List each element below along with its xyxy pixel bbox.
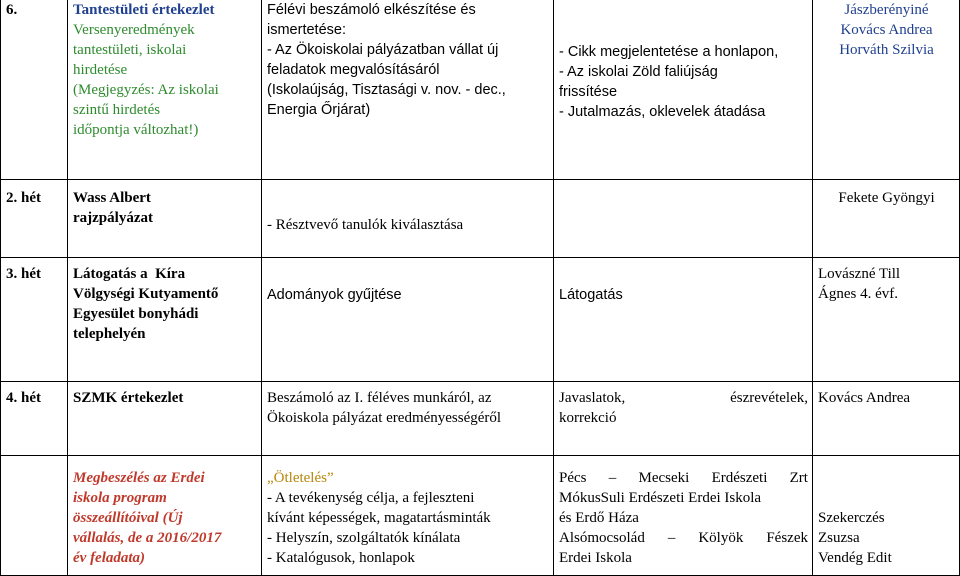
event-title: Látogatás a Kíra (73, 266, 186, 282)
event-cell (68, 456, 262, 576)
task-line: Adományok gyűjtése (267, 287, 402, 303)
task-line: - Katalógusok, honlapok (267, 550, 415, 566)
event-title: Tantestületi értekezlet (73, 2, 215, 18)
event-title: Egyesület bonyhádi (73, 306, 199, 322)
event-title: vállalás, de a 2016/2017 (73, 530, 222, 546)
responsible-cell (813, 456, 960, 576)
week-cell (1, 456, 68, 576)
task-line: (Iskolaújság, Tisztasági v. nov. - dec., (267, 82, 506, 98)
responsible-line: Szekerczés (818, 510, 885, 526)
event-title: iskola program (73, 490, 167, 506)
week-cell: 6. (1, 0, 68, 180)
table-row (1, 382, 960, 456)
action-line: Látogatás (559, 287, 623, 303)
event-cell (68, 0, 262, 180)
event-title: összeállítóival (Új (73, 510, 183, 526)
action-cell (554, 258, 813, 382)
action-line: - Jutalmazás, oklevelek átadása (559, 104, 766, 120)
responsible-line: Kovács Andrea (818, 390, 911, 406)
event-note-line: (Megjegyzés: Az iskolai (73, 82, 219, 98)
task-cell (262, 382, 554, 456)
event-title: rajzpályázat (73, 210, 153, 226)
event-title: Megbeszélés az Erdei (73, 470, 205, 486)
action-line: Erdei Iskola (559, 550, 632, 566)
event-title: Völgységi Kutyamentő (73, 286, 219, 302)
task-line: ismertetése: (267, 22, 346, 38)
action-cell (554, 0, 813, 180)
action-line: korrekció (559, 410, 617, 426)
event-title: telephelyén (73, 326, 146, 342)
task-line: Ökoiskola pályázat eredményességéről (267, 410, 502, 426)
task-line: Energia Őrjárat) (267, 102, 371, 118)
task-line: - A tevékenység célja, a fejleszteni (267, 490, 475, 506)
responsible-cell (813, 258, 960, 382)
task-cell (262, 456, 554, 576)
responsible-line: Jászberényiné (844, 2, 929, 18)
task-line: Félévi beszámoló elkészítése és (267, 2, 476, 18)
action-line: MókusSuli Erdészeti Erdei Iskola (559, 490, 762, 506)
event-title: Wass Albert (73, 190, 151, 206)
task-cell (262, 258, 554, 382)
action-line: - Cikk megjelentetése a honlapon, (559, 44, 779, 60)
responsible-cell (813, 382, 960, 456)
table-row (1, 456, 960, 576)
action-line: Pécs – Mecseki Erdészeti Zrt (559, 470, 808, 486)
task-line: - Helyszín, szolgáltatók kínálata (267, 530, 461, 546)
action-cell (554, 180, 813, 258)
action-line: és Erdő Háza (559, 510, 639, 526)
task-cell (262, 180, 554, 258)
week-cell: 4. hét (1, 382, 68, 456)
responsible-line: Fekete Gyöngyi (838, 190, 935, 206)
table-row (1, 0, 960, 180)
task-line: - Résztvevő tanulók kiválasztása (267, 216, 464, 233)
event-cell (68, 258, 262, 382)
responsible-cell (813, 0, 960, 180)
event-title: év feladata) (73, 550, 146, 566)
responsible-line: Lovászné Till (818, 266, 901, 282)
responsible-line: Ágnes 4. évf. (818, 286, 898, 302)
task-heading: „Ötletelés” (267, 470, 334, 486)
action-line: Javaslatok, észrevételek, (559, 390, 808, 406)
action-line: - Az iskolai Zöld faliújság (559, 64, 718, 80)
event-cell (68, 180, 262, 258)
event-note-line: időpontja változhat!) (73, 122, 199, 138)
event-note-line: tantestületi, iskolai (73, 42, 187, 58)
event-note-line: Versenyeredmények (73, 22, 195, 38)
task-line: - Az Ökoiskolai pályázatban vállat új (267, 42, 499, 58)
task-cell (262, 0, 554, 180)
event-cell (68, 382, 262, 456)
responsible-line: Kovács Andrea (840, 22, 933, 38)
responsible-line: Horváth Szilvia (839, 42, 934, 58)
responsible-line: Zsuzsa (818, 530, 860, 546)
action-line: Alsómocsolád – Kölyök Fészek (559, 530, 808, 546)
event-title: SZMK értekezlet (73, 390, 184, 406)
task-line: Beszámoló az I. féléves munkáról, az (267, 390, 492, 406)
table-row (1, 180, 960, 258)
week-cell: 3. hét (1, 258, 68, 382)
action-line: frissítése (559, 84, 618, 100)
task-line: kívánt képességek, magatartásminták (267, 510, 491, 526)
task-line: feladatok megvalósításáról (267, 62, 440, 78)
responsible-cell (813, 180, 960, 258)
event-note-line: szintű hirdetés (73, 102, 161, 118)
action-cell (554, 382, 813, 456)
table-row (1, 258, 960, 382)
responsible-line: Vendég Edit (818, 550, 892, 566)
week-cell: 2. hét (1, 180, 68, 258)
action-cell (554, 456, 813, 576)
event-note-line: hirdetése (73, 62, 128, 78)
